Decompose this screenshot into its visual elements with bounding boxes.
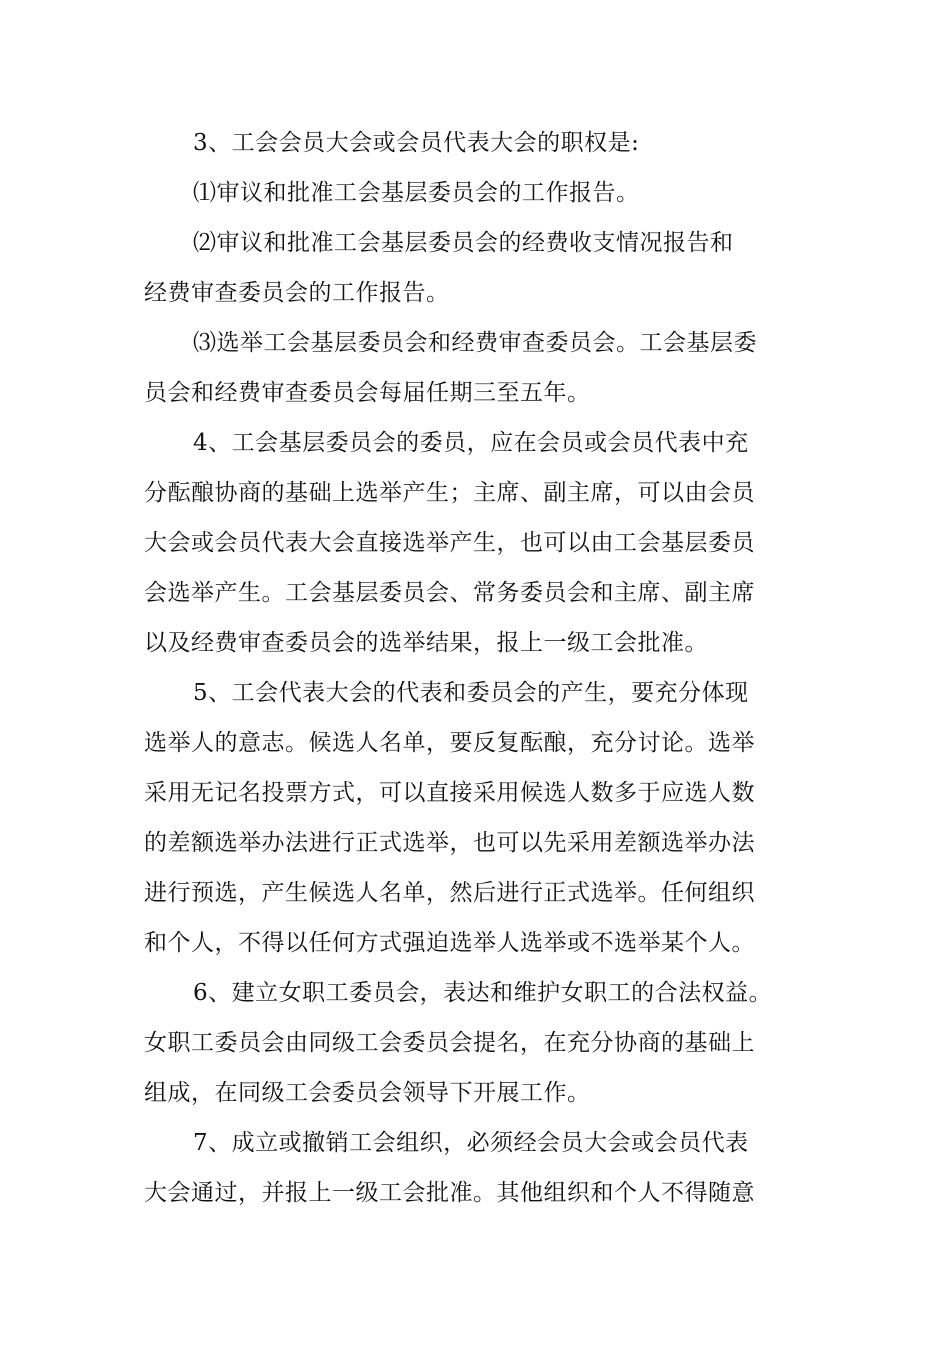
paragraph-7-line-1: 7、成立或撤销工会组织，必须经会员大会或会员代表 (193, 1130, 749, 1156)
paragraph-5-line-5: 进行预选，产生候选人名单，然后进行正式选举。任何组织 (144, 880, 755, 906)
paragraph-3-line-1: 3、工会会员大会或会员代表大会的职权是: (193, 130, 640, 156)
paragraph-5-line-3: 采用无记名投票方式，可以直接采用候选人数多于应选人数 (144, 780, 755, 806)
paragraph-3-item-2-line-2: 经费审查委员会的工作报告。 (144, 280, 450, 306)
paragraph-3-item-3-line-2: 员会和经费审查委员会每届任期三至五年。 (144, 380, 591, 406)
paragraph-7-line-2: 大会通过，并报上一级工会批准。其他组织和个人不得随意 (144, 1180, 755, 1206)
paragraph-6-line-2: 女职工委员会由同级工会委员会提名，在充分协商的基础上 (144, 1030, 755, 1056)
paragraph-6-line-3: 组成，在同级工会委员会领导下开展工作。 (144, 1080, 591, 1106)
paragraph-5-line-6: 和个人，不得以任何方式强迫选举人选举或不选举某个人。 (144, 930, 755, 956)
paragraph-6-line-1: 6、建立女职工委员会，表达和维护女职工的合法权益。 (193, 980, 773, 1006)
paragraph-3-item-3-line-1: ⑶选举工会基层委员会和经费审查委员会。工会基层委 (193, 330, 757, 356)
paragraph-4-line-1: 4、工会基层委员会的委员，应在会员或会员代表中充 (193, 430, 749, 456)
paragraph-4-line-3: 大会或会员代表大会直接选举产生，也可以由工会基层委员 (144, 530, 755, 556)
paragraph-3-item-1: ⑴审议和批准工会基层委员会的工作报告。 (193, 180, 640, 206)
paragraph-4-line-5: 以及经费审查委员会的选举结果，报上一级工会批准。 (144, 630, 708, 656)
paragraph-4-line-2: 分酝酿协商的基础上选举产生；主席、副主席，可以由会员 (144, 480, 755, 506)
paragraph-5-line-1: 5、工会代表大会的代表和委员会的产生，要充分体现 (193, 680, 749, 706)
paragraph-3-item-2-line-1: ⑵审议和批准工会基层委员会的经费收支情况报告和 (193, 230, 734, 256)
paragraph-5-line-2: 选举人的意志。候选人名单，要反复酝酿，充分讨论。选举 (144, 730, 755, 756)
paragraph-4-line-4: 会选举产生。工会基层委员会、常务委员会和主席、副主席 (144, 580, 755, 606)
paragraph-5-line-4: 的差额选举办法进行正式选举，也可以先采用差额选举办法 (144, 830, 755, 856)
